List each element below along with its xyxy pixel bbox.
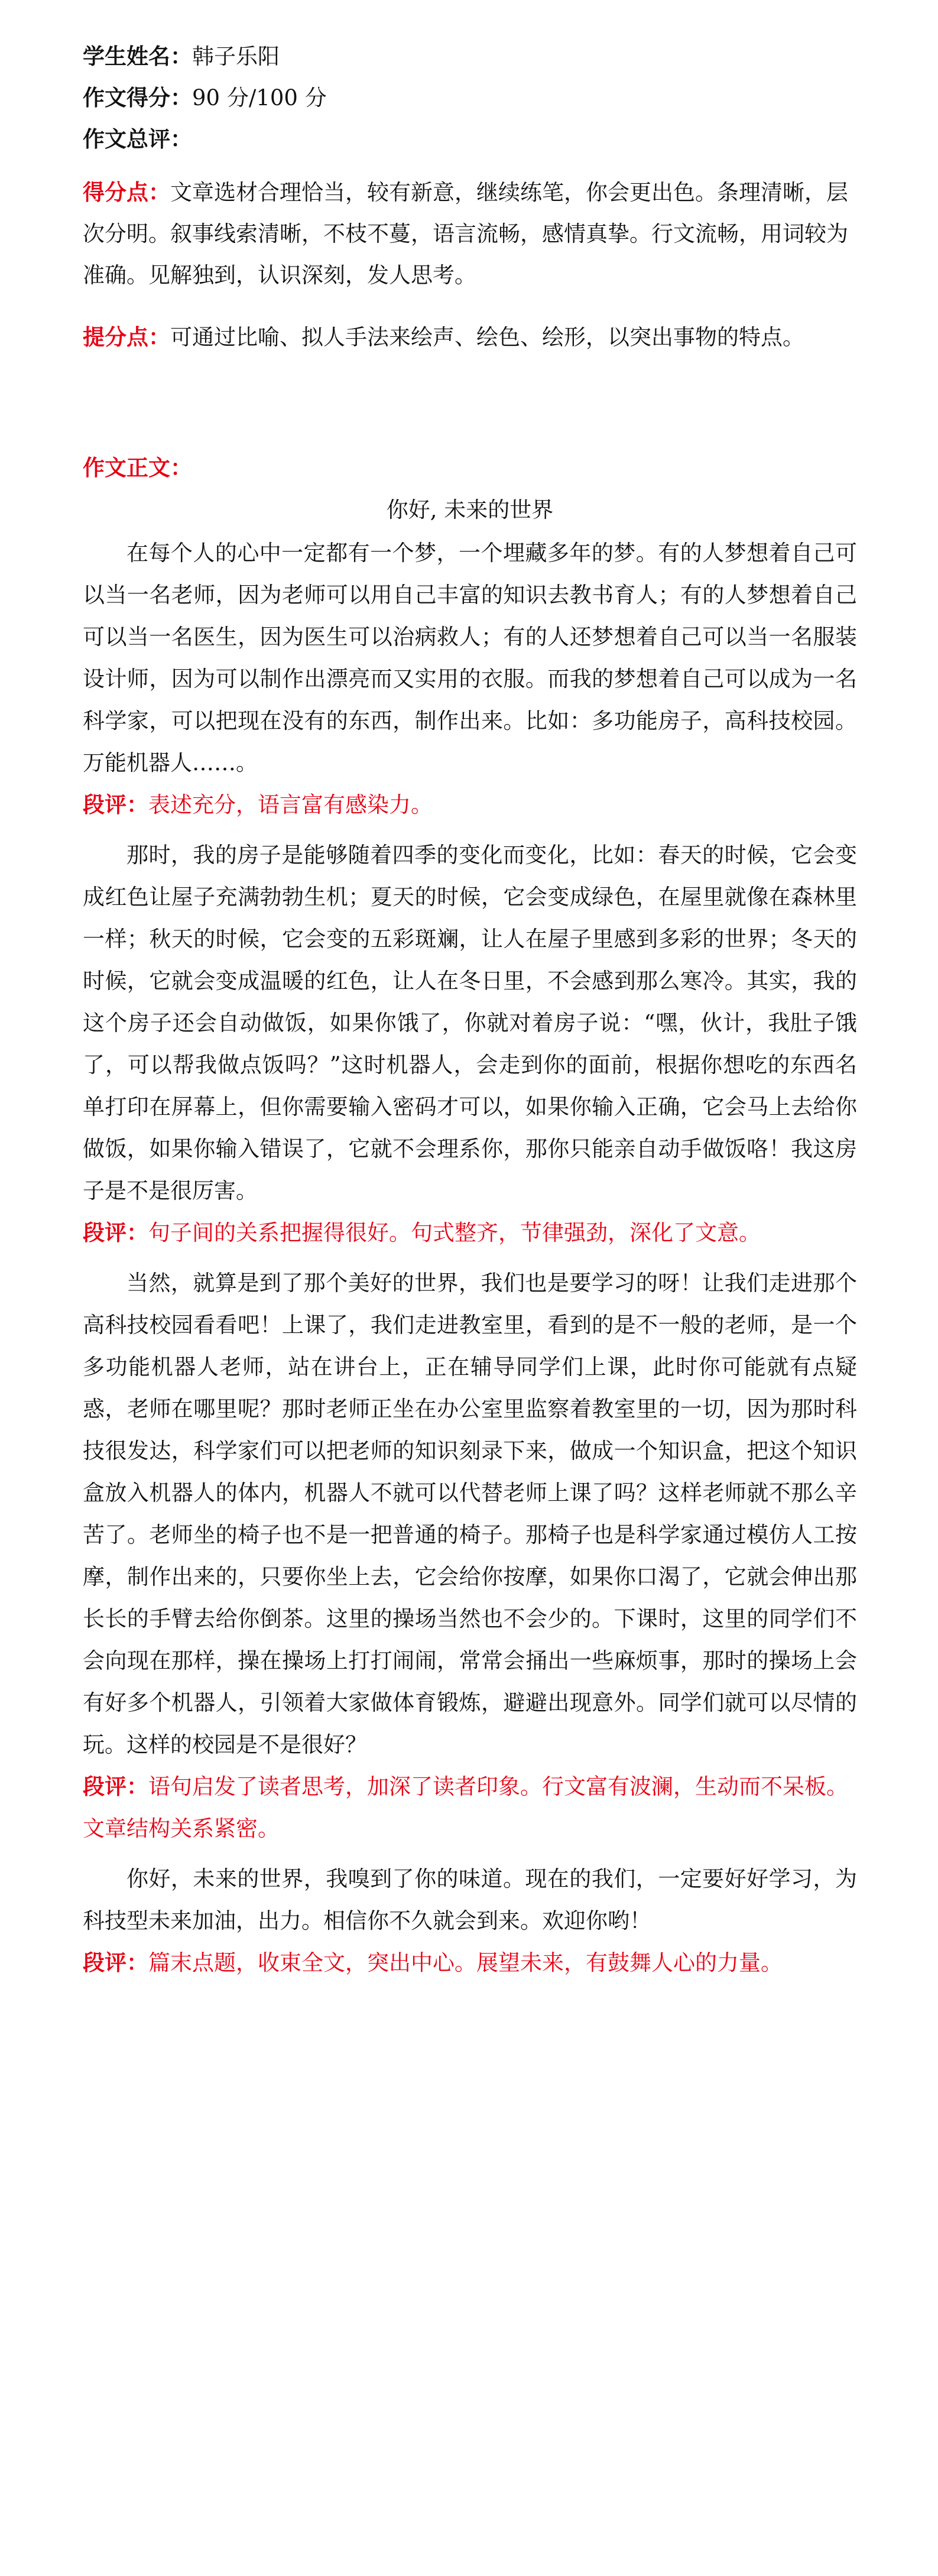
score-line <box>83 77 857 118</box>
essay-document <box>83 35 857 1992</box>
paragraph-review <box>83 1942 857 1984</box>
paragraph-review <box>83 784 857 826</box>
essay-paragraph: 在每个人的心中一定都有一个梦，一个埋藏多年的梦。有的人梦想着自己可以当一名老师，因为老师可以用自己丰富的知识去教书育人；有的人梦想着自己可以当一名医生，因为医生可以治病救人；有的人还梦想着自己可以当一名服装设计师，因为可以制作出漂亮而又实用的衣服。而我的梦想着自己可以成为一名科学家，可以把现在没有的东西，制作出来。比如：多功能房子，高科技校园。万能机器人……。 <box>83 540 857 776</box>
score-label: 作文得分： <box>83 85 192 111</box>
merits-paragraph <box>83 171 857 296</box>
overall-comments <box>83 171 857 358</box>
essay-paragraph: 那时，我的房子是能够随着四季的变化而变化，比如：春天的时候，它会变成红色让屋子充满勃勃生机；夏天的时候，它会变成绿色，在屋里就像在森林里一样；秋天的时候，它会变的五彩斑斓，让人在屋子里感到多彩的世界；冬天的时候，它就会变成温暖的红色，让人在冬日里，不会感到那么寒冷。其实，我的这个房子还会自动做饭，如果你饿了，你就对着房子说：“嘿，伙计，我肚子饿了，可以帮我做点饭吗？”这时机器人，会走到你的面前，根据你想吃的东西名单打印在屏幕上，但你需要输入密码才可以，如果你输入正确，它会马上去给你做饭，如果你输入错误了，它就不会理系你，那你只能亲自动手做饭咯！我这房子是不是很厉害。 <box>83 842 857 1203</box>
essay-section-label: 作文正文： <box>83 455 192 481</box>
essay-paragraph: 你好，未来的世界，我嗅到了你的味道。现在的我们，一定要好好学习，为科技型未来加油，出力。相信你不久就会到来。欢迎你哟！ <box>83 1866 857 1933</box>
review-text: 篇末点题，收束全文，突出中心。展望未来，有鼓舞人心的力量。 <box>148 1950 783 1975</box>
improve-label: 提分点： <box>83 324 170 350</box>
paragraph-review <box>83 1212 857 1254</box>
student-name-line <box>83 35 857 77</box>
overall-comment-heading <box>83 118 857 160</box>
review-text: 语句启发了读者思考，加深了读者印象。行文富有波澜，生动而不呆板。文章结构关系紧密。 <box>83 1774 848 1841</box>
improve-paragraph <box>83 316 857 358</box>
improve-text: 可通过比喻、拟人手法来绘声、绘色、绘形，以突出事物的特点。 <box>170 325 804 350</box>
review-text: 表述充分，语言富有感染力。 <box>148 792 433 817</box>
essay-paragraph: 当然，就算是到了那个美好的世界，我们也是要学习的呀！让我们走进那个高科技校园看看吧！上课了，我们走进教室里，看到的是不一般的老师，是一个多功能机器人老师，站在讲台上，正在辅导同学们上课，此时你可能就有点疑惑，老师在哪里呢？那时老师正坐在办公室里监察着教室里的一切，因为那时科技很发达，科学家们可以把老师的知识刻录下来，做成一个知识盒，把这个知识盒放入机器人的体内，机器人不就可以代替老师上课了吗？这样老师就不那么辛苦了。老师坐的椅子也不是一把普通的椅子。那椅子也是科学家通过模仿人工按摩，制作出来的，只要你坐上去，它会给你按摩，如果你口渴了，它就会伸出那长长的手臂去给你倒茶。这里的操场当然也不会少的。下课时，这里的同学们不会向现在那样，操在操场上打打闹闹，常常会捅出一些麻烦事，那时的操场上会有好多个机器人，引领着大家做体育锻炼，避避出现意外。同学们就可以尽情的玩。这样的校园是不是很好？ <box>83 1270 857 1757</box>
review-label: 段评： <box>83 1219 148 1245</box>
merits-label: 得分点： <box>83 179 170 205</box>
score-value: 90 分/100 分 <box>192 85 327 111</box>
student-name-value: 韩子乐阳 <box>192 44 280 69</box>
overall-comment-label: 作文总评： <box>83 126 192 152</box>
review-label: 段评： <box>83 1949 148 1975</box>
essay-title: 你好, 未来的世界 <box>386 497 554 523</box>
review-text: 句子间的关系把握得很好。句式整齐，节律强劲，深化了文意。 <box>148 1220 761 1245</box>
merits-text: 文章选材合理恰当，较有新意，继续练笔，你会更出色。条理清晰，层次分明。叙事线索清晰，不枝不蔓，语言流畅，感情真挚。行文流畅，用词较为准确。见解独到，认识深刻，发人思考。 <box>83 180 848 288</box>
student-name-label: 学生姓名： <box>83 43 192 69</box>
review-label: 段评： <box>83 1773 148 1799</box>
paragraph-review <box>83 1766 857 1850</box>
review-label: 段评： <box>83 791 148 817</box>
